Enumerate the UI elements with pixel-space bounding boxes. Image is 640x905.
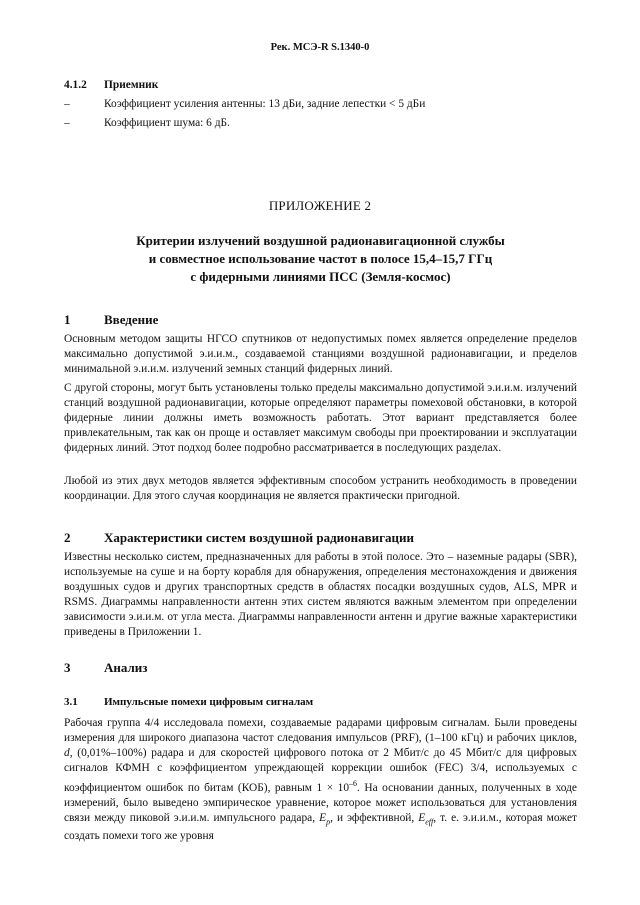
paragraph: Известны несколько систем, предназначенных для работы в этой полосе. Это – наземные радары (SBR), используемые на суше и на борту корабля для обнаружения, определения местонахождения и движения воздушных судов и других транспортных средств в областях посадки воздушных судов, ALS, MPR и RSMS. Диаграммы направленности антенн этих систем являются важным элементом при определении зависимости э.и.и.м. от угла места. Диаграммы направленности антенн и другие важные характеристики приведены в Приложении 1. [64, 551, 577, 638]
symbol-d: d [64, 747, 70, 759]
annex-label: ПРИЛОЖЕНИЕ 2 [268, 198, 372, 213]
running-header: Рек. МСЭ-R S.1340-0 [270, 42, 370, 53]
paragraph: Основным методом защиты НГСО спутников от недопустимых помех является определение пределов максимально допустимой э.и.и.м., создаваемой станциями воздушной радионавигации, и пределов минимальной э.и.и.м. излучений земных станций фидерных линий. [64, 333, 577, 375]
section-4-1-2 [64, 78, 577, 131]
section-number: 3 [64, 660, 71, 675]
paragraph: Любой из этих двух методов является эффективным способом устранить необходимость в проведении координации. Для этого случая координация не является практически пригодной. [64, 475, 577, 502]
list-item-text: Коэффициент усиления антенны: 13 дБи, задние лепестки < 5 дБи [104, 98, 426, 110]
section-number: 4.1.2 [64, 79, 87, 91]
section-3-1-heading [64, 695, 577, 710]
list-item-text: Коэффициент шума: 6 дБ. [104, 117, 230, 129]
section-title: Характеристики систем воздушной радионавигации [104, 530, 415, 545]
section-title: Введение [104, 312, 159, 327]
annex-title [64, 232, 577, 286]
list-item [64, 116, 577, 131]
annex-title-line: и совместное использование частот в полосе 15,4–15,7 ГГц [148, 251, 493, 266]
list-dash: – [64, 117, 70, 129]
section-title: Анализ [104, 660, 148, 675]
paragraph [64, 716, 577, 844]
section-2-heading [64, 530, 577, 545]
symbol-e: E [319, 811, 327, 824]
section-3-heading [64, 660, 577, 675]
section-title: Приемник [104, 79, 159, 91]
section-1-heading [64, 312, 577, 327]
section-title: Импульсные помехи цифровым сигналам [104, 696, 314, 708]
section-number: 1 [64, 312, 71, 327]
annex-title-line: Критерии излучений воздушной радионавигационной службы [136, 233, 505, 248]
list-item [64, 97, 577, 112]
text-run: Рабочая группа 4/4 исследовала помехи, создаваемые радарами цифровым сигналам. Были проведены измерения для широкого диапазона частот следования импульсов (PRF), (1–100 кГц) и рабочих циклов, [64, 717, 577, 744]
paragraph: С другой стороны, могут быть установлены только пределы максимально допустимой э.и.и.м. излучений станций воздушной радионавигации, которые определяют параметры помеховой обстановки, в которой фидерные линии должны иметь возможность работать. Этот вариант представляется более привлекательным, так как он проще и оставляет максимум свободы при проектировании и эксплуатации фидерных линий. Этот подход более подробно рассматривается в последующих разделах. [64, 382, 577, 454]
text-run: , т. е. э.и.и.м., которая может создать помехи того же уровня [64, 811, 577, 843]
text-run: , (0,01%–100%) радара и для скоростей цифрового потока от 2 Мбит/с до 45 Мбит/с для цифровых сигналов КФМН с коэффициентом упреждающей коррекции ошибок (FEC) 3/4, используемых с коэффициентом ошибок по битам (КОБ), равным 1 × 10 [64, 747, 577, 794]
text-run: . На основании данных, полученных в ходе измерений, было выведено эмпирическое уравнение, которое может использоваться для установления связи между пиковой э.и.и.м. импульсного радара, [64, 781, 577, 824]
list-dash: – [64, 98, 70, 110]
subscript-p: p [326, 817, 331, 827]
exponent: –6 [349, 779, 358, 788]
subscript-eff: eff [425, 817, 434, 827]
section-number: 2 [64, 530, 71, 545]
section-number: 3.1 [64, 696, 78, 708]
symbol-e: E [418, 811, 426, 824]
annex-title-line: с фидерными линиями ПСС (Земля-космос) [190, 269, 451, 284]
text-run: , и эффективной, [330, 811, 419, 824]
